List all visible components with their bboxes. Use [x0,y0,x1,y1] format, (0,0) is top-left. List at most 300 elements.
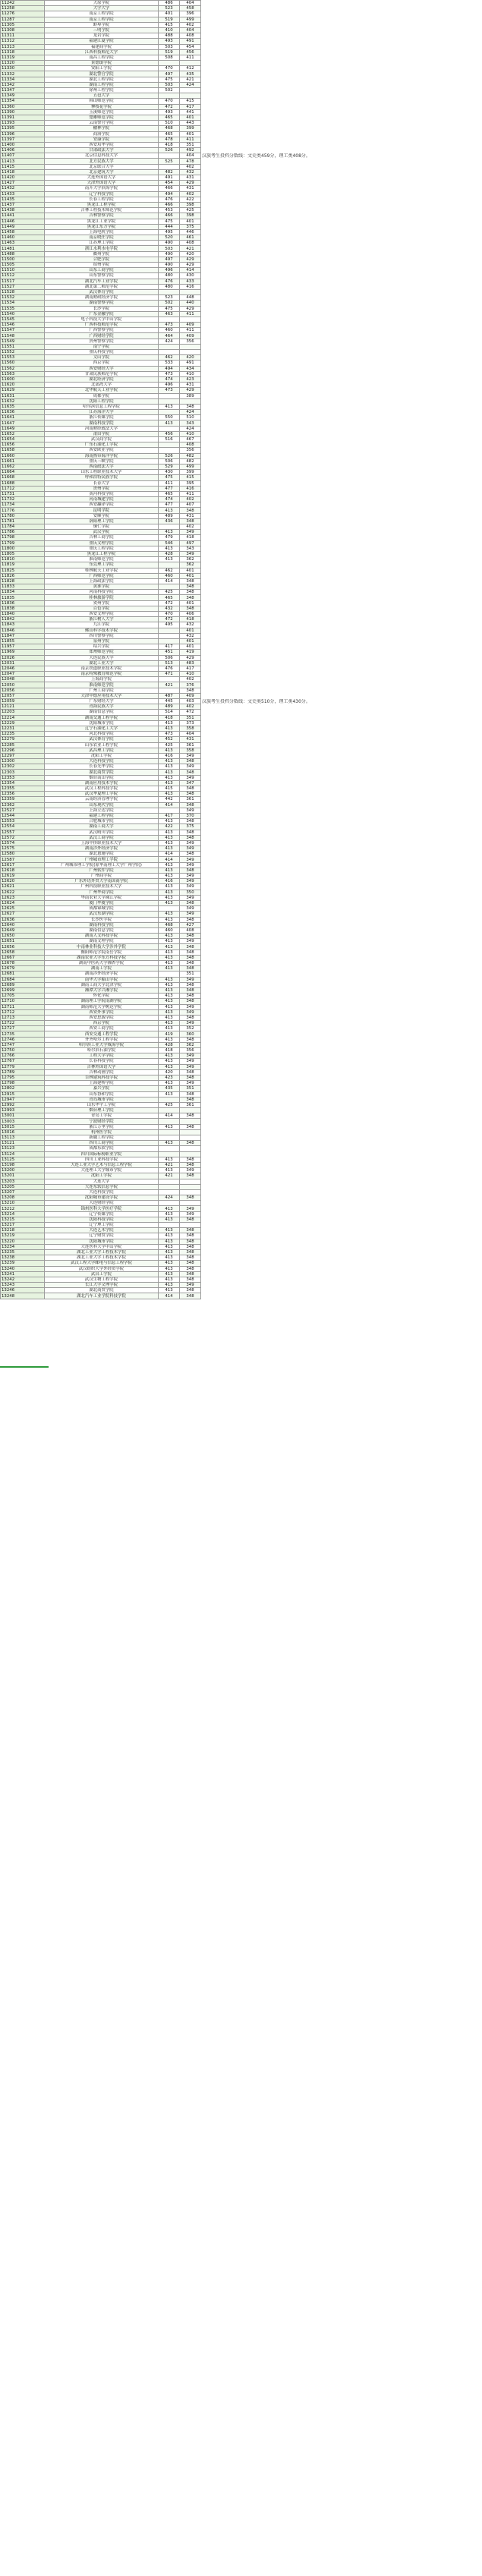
school-name-cell: 河南财经政法大学 [45,426,159,431]
school-name-cell: 哈尔滨信息工程学院 [45,404,159,409]
table-row [1,906,482,912]
school-code-cell: 11460 [1,235,45,241]
score-b-cell: 348 [180,1239,201,1244]
score-a-cell: 470 [159,99,180,104]
table-row [1,1,482,6]
school-code-cell: 13217 [1,1223,45,1228]
school-name-cell: 湖北工程学院 [45,77,159,82]
school-code-cell: 11395 [1,126,45,131]
score-a-cell: 428 [159,551,180,556]
score-a-cell: 413 [159,720,180,726]
table-row [1,1015,482,1020]
school-code-cell: 11553 [1,355,45,361]
score-a-cell [159,93,180,99]
table-row [1,1064,482,1069]
school-name-cell: 大连东软信息学院 [45,1184,159,1189]
school-code-cell: 11393 [1,121,45,126]
score-b-cell: 472 [180,710,201,715]
blank-cell [201,82,482,87]
school-code-cell: 12656 [1,944,45,949]
table-row [1,22,482,27]
school-name-cell: 广东财经大学 [45,699,159,704]
blank-cell [201,535,482,540]
score-b-cell: 432 [180,169,201,175]
score-b-cell: 348 [180,900,201,905]
score-a-cell: 413 [159,748,180,753]
blank-cell [201,77,482,82]
table-row [1,819,482,824]
school-name-cell: 工程大学学院 [45,1053,159,1059]
blank-cell [201,857,482,862]
school-name-cell: 湖北经济学院 [45,376,159,382]
table-row [1,470,482,475]
school-code-cell: 11969 [1,650,45,655]
score-b-cell: 434 [180,366,201,371]
blank-cell [201,573,482,578]
score-a-cell: 514 [159,710,180,715]
score-b-cell: 399 [180,126,201,131]
score-a-cell: 436 [159,518,180,524]
school-code-cell: 11843 [1,622,45,628]
school-name-cell: 南宁学院 [45,344,159,349]
score-b-cell: 430 [180,273,201,279]
school-name-cell: 广东石油化工学院 [45,442,159,448]
score-b-cell: 429 [180,388,201,393]
school-name-cell: 长春大学 [45,480,159,486]
school-code-cell: 11311 [1,33,45,39]
score-b-cell: 349 [180,1064,201,1069]
school-code-cell: 13113 [1,1135,45,1141]
school-name-cell: 北华航天工业学院 [45,388,159,393]
blank-cell [201,33,482,39]
school-name-cell: 湖南文理学院 [45,939,159,944]
score-a-cell: 454 [159,181,180,186]
score-b-cell: 401 [180,131,201,137]
score-b-cell: 443 [180,121,201,126]
blank-cell [201,660,482,666]
score-a-cell: 497 [159,71,180,77]
school-name-cell: 三明学院 [45,27,159,33]
blank-cell [201,1228,482,1233]
score-a-cell: 413 [159,1157,180,1162]
score-a-cell: 413 [159,862,180,868]
score-a-cell: 413 [159,780,180,786]
blank-cell [201,251,482,257]
table-row [1,895,482,900]
school-name-cell: 四川工业科技学院 [45,1157,159,1162]
blank-cell [201,448,482,453]
school-name-cell: 辽宁科技学院 [45,191,159,197]
score-b-cell: 416 [180,284,201,289]
school-name-cell: 长江大学文理学院 [45,1283,159,1288]
school-name-cell: 长春科技学院 [45,1059,159,1064]
score-b-cell: 429 [180,655,201,660]
school-code-cell: 12057 [1,693,45,698]
school-name-cell: 北京信息科技大学 [45,153,159,159]
table-row [1,934,482,939]
blank-cell [201,1081,482,1086]
score-a-cell [159,1151,180,1157]
school-name-cell: 华南农业大学珠江学院 [45,895,159,900]
table-row [1,666,482,671]
score-b-cell: 424 [180,426,201,431]
score-b-cell: 446 [180,229,201,235]
score-b-cell: 348 [180,606,201,611]
score-b-cell: 431 [180,186,201,191]
school-name-cell: 厦门华厦学院 [45,900,159,905]
school-code-cell: 11433 [1,191,45,197]
school-name-cell: 湖南理工学院南湖学院 [45,999,159,1004]
score-b-cell: 414 [180,268,201,273]
score-b-cell: 361 [180,1102,201,1107]
score-a-cell: 413 [159,764,180,770]
score-a-cell: 526 [159,148,180,153]
school-code-cell: 11835 [1,595,45,600]
school-code-cell: 13246 [1,1288,45,1293]
blank-cell [201,137,482,142]
school-code-cell: 13203 [1,1179,45,1184]
score-a-cell: 497 [159,257,180,262]
table-row [1,764,482,770]
score-a-cell: 460 [159,927,180,933]
school-name-cell: 西安外事学院 [45,1009,159,1015]
score-b-cell [180,1108,201,1113]
school-code-cell: 12684 [1,977,45,982]
school-code-cell: 12048 [1,677,45,682]
score-b-cell: 348 [180,508,201,513]
score-b-cell: 415 [180,475,201,480]
school-name-cell: 昆明学院 [45,508,159,513]
blank-cell [201,148,482,153]
blank-cell [201,1075,482,1080]
school-code-cell: 11600 [1,376,45,382]
school-name-cell: 湖北工业大学 [45,660,159,666]
score-a-cell: 413 [159,1249,180,1255]
school-code-cell: 11276 [1,11,45,17]
school-name-cell: 沈阳工程学院 [45,398,159,404]
blank-cell [201,518,482,524]
score-b-cell: 401 [180,644,201,650]
score-a-cell: 413 [159,994,180,999]
school-name-cell: 广州科技职业技术大学 [45,884,159,890]
school-name-cell: 广西财经学院 [45,333,159,339]
school-code-cell: 12679 [1,966,45,972]
score-a-cell: 519 [159,17,180,22]
school-name-cell: 成都学院 [45,393,159,398]
score-b-cell: 404 [180,153,201,159]
score-a-cell: 490 [159,251,180,257]
score-b-cell: 410 [180,371,201,376]
blank-cell [201,1021,482,1026]
blank-cell [201,802,482,808]
blank-cell [201,934,482,939]
table-row [1,93,482,99]
blank-cell [201,879,482,884]
table-row [1,780,482,786]
table-row [1,748,482,753]
score-b-cell [180,344,201,349]
school-code-cell: 12046 [1,666,45,671]
school-name-cell: 武昌理工学院 [45,748,159,753]
table-row [1,475,482,480]
blank-cell [201,142,482,147]
score-b-cell: 404 [180,732,201,737]
school-name-cell: 武汉东湖学院 [45,912,159,917]
school-name-cell: 嘉兴学院 [45,1086,159,1091]
school-name-cell: 重庆文理学院 [45,540,159,546]
score-b-cell: 348 [180,966,201,972]
score-b-cell: 348 [180,578,201,584]
table-row [1,11,482,17]
score-b-cell: 349 [180,840,201,846]
table-row [1,830,482,835]
school-name-cell: 山东协和学院 [45,1091,159,1097]
table-row [1,1053,482,1059]
school-name-cell: 四川国际标榜职业学院 [45,1151,159,1157]
score-a-cell: 465 [159,595,180,600]
school-name-cell: 烟台理工学院 [45,1108,159,1113]
table-row [1,540,482,546]
table-row [1,1189,482,1195]
blank-cell [201,1244,482,1249]
school-code-cell: 12795 [1,1075,45,1080]
school-code-cell: 11836 [1,600,45,606]
score-a-cell: 489 [159,704,180,710]
score-b-cell: 431 [180,737,201,742]
school-name-cell: 湖北工业大学工程技术学院 [45,1255,159,1261]
score-a-cell: 487 [159,693,180,698]
school-name-cell: 湖北工业大学工程技术学院 [45,1249,159,1255]
blank-cell [201,224,482,229]
school-name-cell: 江苏理工学院 [45,241,159,246]
blank-cell [201,900,482,905]
score-b-cell: 350 [180,890,201,895]
score-b-cell: 510 [180,415,201,420]
school-name-cell: 南京工程学院 [45,11,159,17]
table-row [1,617,482,622]
blank-cell [201,666,482,671]
blank-cell [201,61,482,66]
score-a-cell: 413 [159,1206,180,1211]
score-b-cell: 417 [180,104,201,109]
table-row [1,268,482,273]
school-name-cell: 南开大学滨海学院 [45,186,159,191]
school-code-cell: 12354 [1,780,45,786]
blank-cell [201,284,482,289]
school-name-cell: 辽宁财贸学院 [45,1233,159,1239]
blank-cell [201,813,482,818]
school-name-cell: 沈阳科技学院 [45,1217,159,1222]
blank-cell [201,115,482,120]
score-b-cell: 348 [180,1244,201,1249]
table-row [1,289,482,294]
school-name-cell: 安阳工学院 [45,66,159,71]
score-a-cell: 413 [159,792,180,797]
school-name-cell: 甘肃政法大学 [45,148,159,153]
score-a-cell [159,562,180,568]
table-row [1,595,482,600]
school-name-cell: 景德镇学院 [45,61,159,66]
school-name-cell: 北京联合大学 [45,164,159,169]
school-name-cell: 沈阳城市学院 [45,1239,159,1244]
table-row [1,197,482,202]
school-name-cell: 南京特殊教育师范学院 [45,672,159,677]
score-b-cell: 411 [180,328,201,333]
score-a-cell: 475 [159,475,180,480]
score-a-cell: 456 [159,431,180,436]
table-row [1,606,482,611]
score-a-cell [159,393,180,398]
blank-cell [201,1031,482,1037]
score-a-cell: 466 [159,186,180,191]
score-b-cell: 435 [180,71,201,77]
score-a-cell: 494 [159,191,180,197]
blank-cell [201,6,482,11]
school-code-cell: 11776 [1,508,45,513]
table-row [1,142,482,147]
score-b-cell: 483 [180,660,201,666]
table-row [1,376,482,382]
school-name-cell: 大连艺术学院 [45,1228,159,1233]
blank-cell [201,1091,482,1097]
school-code-cell: 11532 [1,295,45,301]
table-row [1,442,482,448]
score-a-cell: 422 [159,824,180,830]
school-code-cell: 12056 [1,688,45,693]
score-a-cell: 477 [159,486,180,491]
school-code-cell: 11549 [1,339,45,344]
school-code-cell: 12766 [1,1053,45,1059]
score-a-cell: 413 [159,420,180,426]
table-row [1,732,482,737]
school-name-cell: 武汉纺织大学外经贸学院 [45,1266,159,1271]
score-b-cell: 467 [180,437,201,442]
table-row [1,49,482,55]
blank-cell [201,361,482,366]
blank-cell [201,513,482,518]
table-row [1,857,482,862]
table-row [1,1211,482,1217]
score-b-cell: 415 [180,99,201,104]
score-a-cell: 418 [159,142,180,147]
school-code-cell: 11846 [1,628,45,633]
score-a-cell [159,628,180,633]
score-a-cell: 463 [159,311,180,316]
school-name-cell: 湖北汽车工业学院科技学院 [45,1293,159,1299]
table-row [1,366,482,371]
school-code-cell: 11784 [1,524,45,530]
table-row [1,835,482,840]
score-b-cell: 348 [180,852,201,857]
table-row [1,458,482,464]
blank-cell [201,88,482,93]
score-b-cell: 349 [180,879,201,884]
score-b-cell: 398 [180,202,201,207]
score-b-cell: 362 [180,557,201,562]
school-code-cell: 13123 [1,1146,45,1151]
score-b-cell: 348 [180,819,201,824]
table-row [1,361,482,366]
school-code-cell: 13248 [1,1293,45,1299]
score-a-cell: 413 [159,890,180,895]
school-name-cell: 天津外国语大学 [45,181,159,186]
school-code-cell: 11540 [1,311,45,316]
score-b-cell: 432 [180,622,201,628]
score-b-cell: 456 [180,49,201,55]
blank-cell [201,366,482,371]
blank-cell [201,55,482,60]
school-name-cell: 广西警察学院 [45,328,159,333]
table-row [1,1119,482,1124]
row-highlight-marker [0,1366,49,1368]
score-b-cell: 351 [180,1086,201,1091]
table-row [1,1021,482,1026]
school-name-cell: 广州华商学院 [45,890,159,895]
table-row [1,742,482,748]
school-name-cell: 武汉工商学院 [45,835,159,840]
table-row [1,1288,482,1293]
table-row [1,453,482,458]
school-code-cell: 11668 [1,475,45,480]
school-name-cell: 东莞理工学院 [45,562,159,568]
school-code-cell: 12229 [1,720,45,726]
school-code-cell: 12699 [1,987,45,993]
table-row [1,323,482,328]
school-code-cell: 11396 [1,131,45,137]
score-b-cell: 348 [180,987,201,993]
blank-cell [201,257,482,262]
school-name-cell: 湖北商贸学院 [45,1288,159,1293]
score-a-cell [159,442,180,448]
blank-cell [201,437,482,442]
school-name-cell: 贵州警察学院 [45,339,159,344]
score-a-cell: 413 [159,987,180,993]
blank-cell [201,104,482,109]
school-code-cell: 12050 [1,682,45,688]
table-row [1,1233,482,1239]
score-a-cell: 488 [159,33,180,39]
score-b-cell: 348 [180,786,201,792]
blank-cell [201,301,482,306]
blank-cell [201,1195,482,1201]
score-b-cell [180,1179,201,1184]
blank-cell [201,208,482,213]
table-row [1,770,482,775]
table-row [1,333,482,339]
school-code-cell: 11512 [1,273,45,279]
blank-cell [201,289,482,294]
table-row [1,824,482,830]
school-code-cell: 11834 [1,590,45,595]
score-b-cell: 343 [180,546,201,551]
blank-cell [201,316,482,322]
score-b-cell [180,1201,201,1206]
school-name-cell: 上海政法学院 [45,578,159,584]
school-code-cell: 11437 [1,202,45,207]
school-name-cell: 中南林业科技大学涉外学院 [45,944,159,949]
score-b-cell: 348 [180,770,201,775]
school-code-cell: 11397 [1,137,45,142]
table-row [1,1026,482,1031]
score-a-cell: 413 [159,1053,180,1059]
school-name-cell: 湖南农业大学东方科技学院 [45,955,159,960]
score-a-cell: 423 [159,1075,180,1080]
school-code-cell: 11420 [1,175,45,181]
table-row [1,1075,482,1080]
table-row [1,1069,482,1075]
score-a-cell [159,1189,180,1195]
score-b-cell: 348 [180,1075,201,1080]
